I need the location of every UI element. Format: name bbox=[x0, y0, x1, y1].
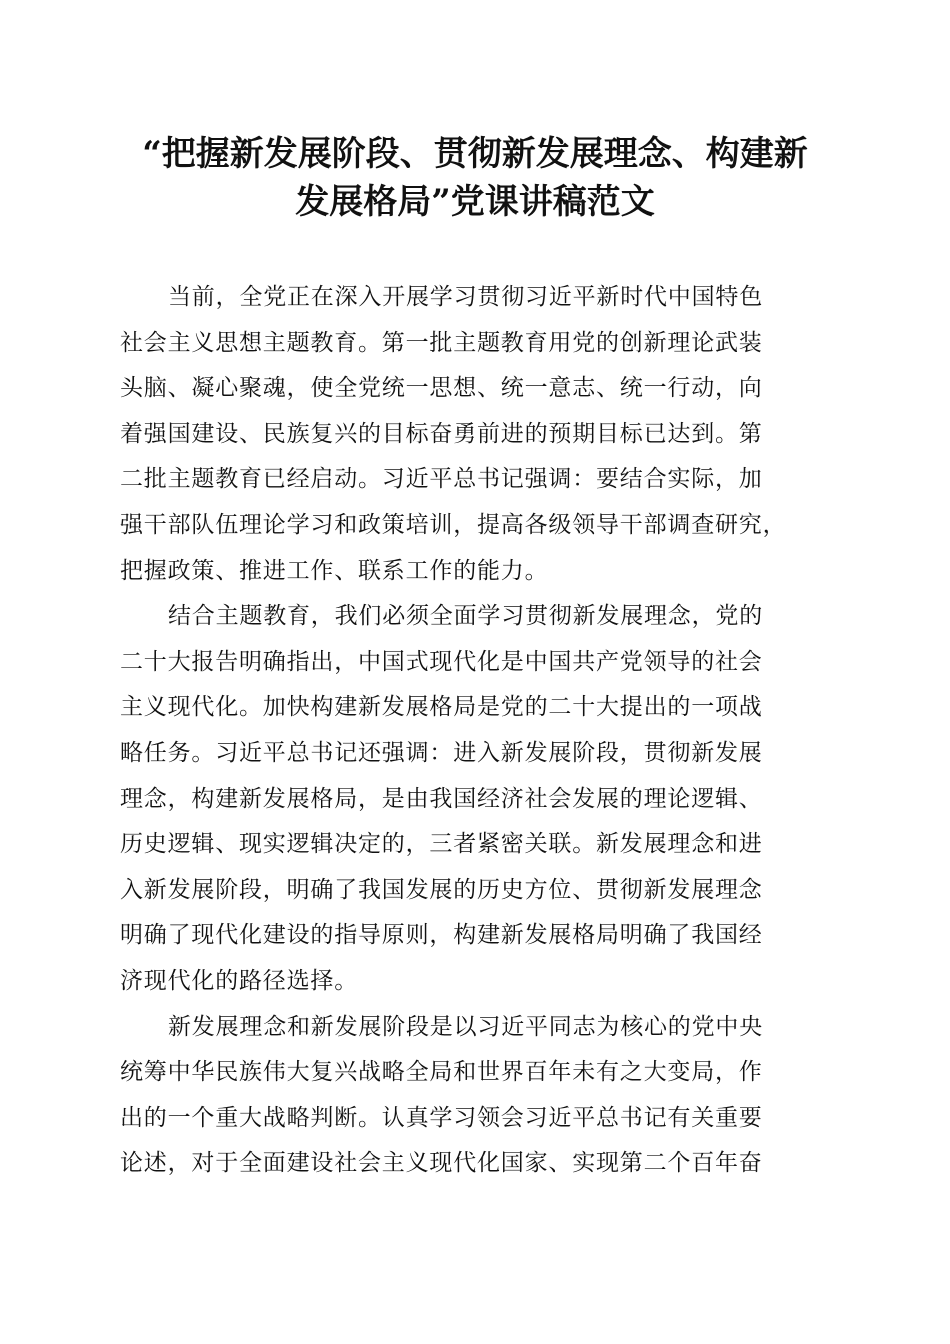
paragraph-line: 头脑、凝心聚魂，使全党统一思想、统一意志、统一行动，向 bbox=[120, 375, 763, 402]
paragraph-line: 结合主题教育，我们必须全面学习贯彻新发展理念，党的 bbox=[168, 603, 763, 630]
paragraph-line: 济现代化的路径选择。 bbox=[120, 967, 358, 994]
document-title bbox=[100, 130, 850, 226]
paragraph-line: 理念，构建新发展格局，是由我国经济社会发展的理论逻辑、 bbox=[120, 785, 763, 812]
paragraph-line: 主义现代化。加快构建新发展格局是党的二十大提出的一项战 bbox=[120, 694, 763, 721]
paragraph-line: 着强国建设、民族复兴的目标奋勇前进的预期目标已达到。第 bbox=[120, 420, 763, 447]
paragraph-line: 社会主义思想主题教育。第一批主题教育用党的创新理论武装 bbox=[120, 329, 763, 356]
paragraph-line: 新发展理念和新发展阶段是以习近平同志为核心的党中央 bbox=[168, 1013, 763, 1040]
paragraph-line: 二批主题教育已经启动。习近平总书记强调：要结合实际，加 bbox=[120, 466, 763, 493]
title-line-2: 发展格局”党课讲稿范文 bbox=[295, 182, 655, 222]
document-body bbox=[120, 275, 835, 1187]
paragraph-line: 略任务。习近平总书记还强调：进入新发展阶段，贯彻新发展 bbox=[120, 739, 763, 766]
paragraph-line: 二十大报告明确指出，中国式现代化是中国共产党领导的社会 bbox=[120, 648, 763, 675]
paragraph-line: 历史逻辑、现实逻辑决定的，三者紧密关联。新发展理念和进 bbox=[120, 831, 763, 858]
paragraph-1 bbox=[120, 275, 835, 594]
paragraph-line: 统筹中华民族伟大复兴战略全局和世界百年未有之大变局，作 bbox=[120, 1059, 763, 1086]
paragraph-2 bbox=[120, 594, 835, 1004]
paragraph-line: 论述，对于全面建设社会主义现代化国家、实现第二个百年奋 bbox=[120, 1150, 763, 1177]
paragraph-line: 把握政策、推进工作、联系工作的能力。 bbox=[120, 557, 549, 584]
paragraph-3 bbox=[120, 1005, 835, 1187]
paragraph-line: 明确了现代化建设的指导原则，构建新发展格局明确了我国经 bbox=[120, 922, 763, 949]
title-line-1: “把握新发展阶段、贯彻新发展理念、构建新 bbox=[142, 134, 808, 174]
paragraph-line: 强干部队伍理论学习和政策培训，提高各级领导干部调查研究， bbox=[120, 511, 787, 538]
paragraph-line: 出的一个重大战略判断。认真学习领会习近平总书记有关重要 bbox=[120, 1104, 763, 1131]
paragraph-line: 当前，全党正在深入开展学习贯彻习近平新时代中国特色 bbox=[168, 284, 763, 310]
paragraph-line: 入新发展阶段，明确了我国发展的历史方位、贯彻新发展理念 bbox=[120, 876, 763, 903]
